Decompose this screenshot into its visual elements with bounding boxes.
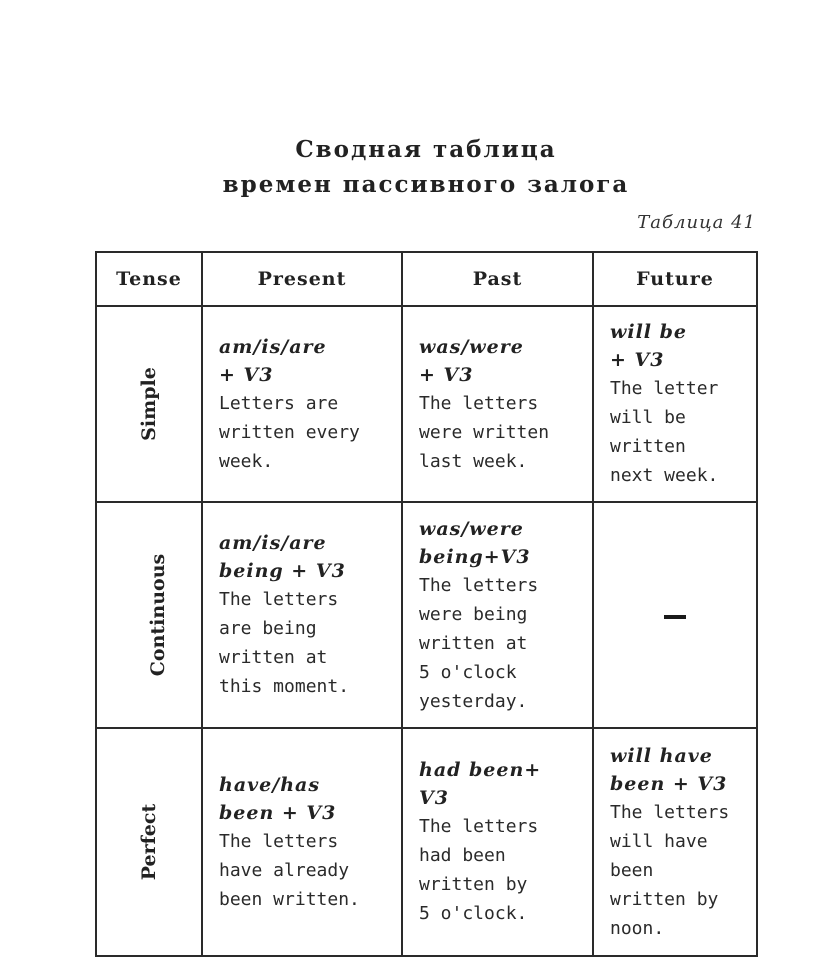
tense-cell-simple [96, 306, 202, 502]
table-row-perfect [96, 728, 757, 956]
formula-simple-past: was/were + V3 [419, 335, 524, 386]
formula-perfect-past: had been+ V3 [419, 759, 542, 809]
tense-cell-perfect [96, 728, 202, 956]
cell-continuous-past [402, 502, 593, 728]
tense-cell-continuous [96, 502, 202, 728]
tense-label-continuous: Continuous [147, 553, 170, 677]
table-title-line-2: времен пассивного залога [222, 171, 630, 198]
formula-perfect-future: will have been + V3 [610, 744, 728, 795]
formula-continuous-present: am/is/are being + V3 [219, 532, 346, 582]
cell-perfect-present [202, 728, 402, 956]
formula-simple-future: will be + V3 [610, 321, 687, 371]
table-row-simple [96, 306, 757, 502]
tense-label-simple: Simple [137, 367, 160, 441]
passive-tenses-table [95, 251, 758, 957]
cell-simple-future [593, 306, 757, 502]
example-simple-future: The letter will be written next week. [610, 378, 719, 486]
cell-simple-past [402, 306, 593, 502]
column-header-past: Past [402, 252, 593, 306]
not-applicable-dash [664, 615, 686, 619]
example-simple-present: Letters are written every week. [219, 392, 360, 472]
header-row [96, 252, 757, 306]
example-simple-past: The letters were written last week. [419, 392, 550, 472]
table-number: Таблица 41 [637, 212, 756, 233]
example-continuous-present: The letters are being written at this moment. [219, 589, 350, 697]
example-perfect-past: The letters had been written by 5 o'clock. [419, 816, 539, 924]
cell-continuous-present [202, 502, 402, 728]
cell-perfect-future [593, 728, 757, 956]
table-title-line-1: Сводная таблица [295, 136, 557, 163]
example-perfect-present: The letters have already been written. [219, 830, 360, 910]
cell-simple-present [202, 306, 402, 502]
formula-perfect-present: have/has been + V3 [219, 773, 337, 824]
example-continuous-past: The letters were being written at 5 o'clock yesterday. [419, 574, 539, 712]
column-header-present: Present [202, 252, 402, 306]
cell-continuous-future [593, 502, 757, 728]
column-header-tense: Tense [96, 252, 202, 306]
formula-simple-present: am/is/are + V3 [219, 335, 327, 386]
column-header-future: Future [593, 252, 757, 306]
formula-continuous-past: was/were being+V3 [419, 517, 531, 568]
tense-label-perfect: Perfect [137, 803, 160, 881]
example-perfect-future: The letters will have been written by noon. [610, 801, 730, 939]
table-row-continuous [96, 502, 757, 728]
cell-perfect-past [402, 728, 593, 956]
